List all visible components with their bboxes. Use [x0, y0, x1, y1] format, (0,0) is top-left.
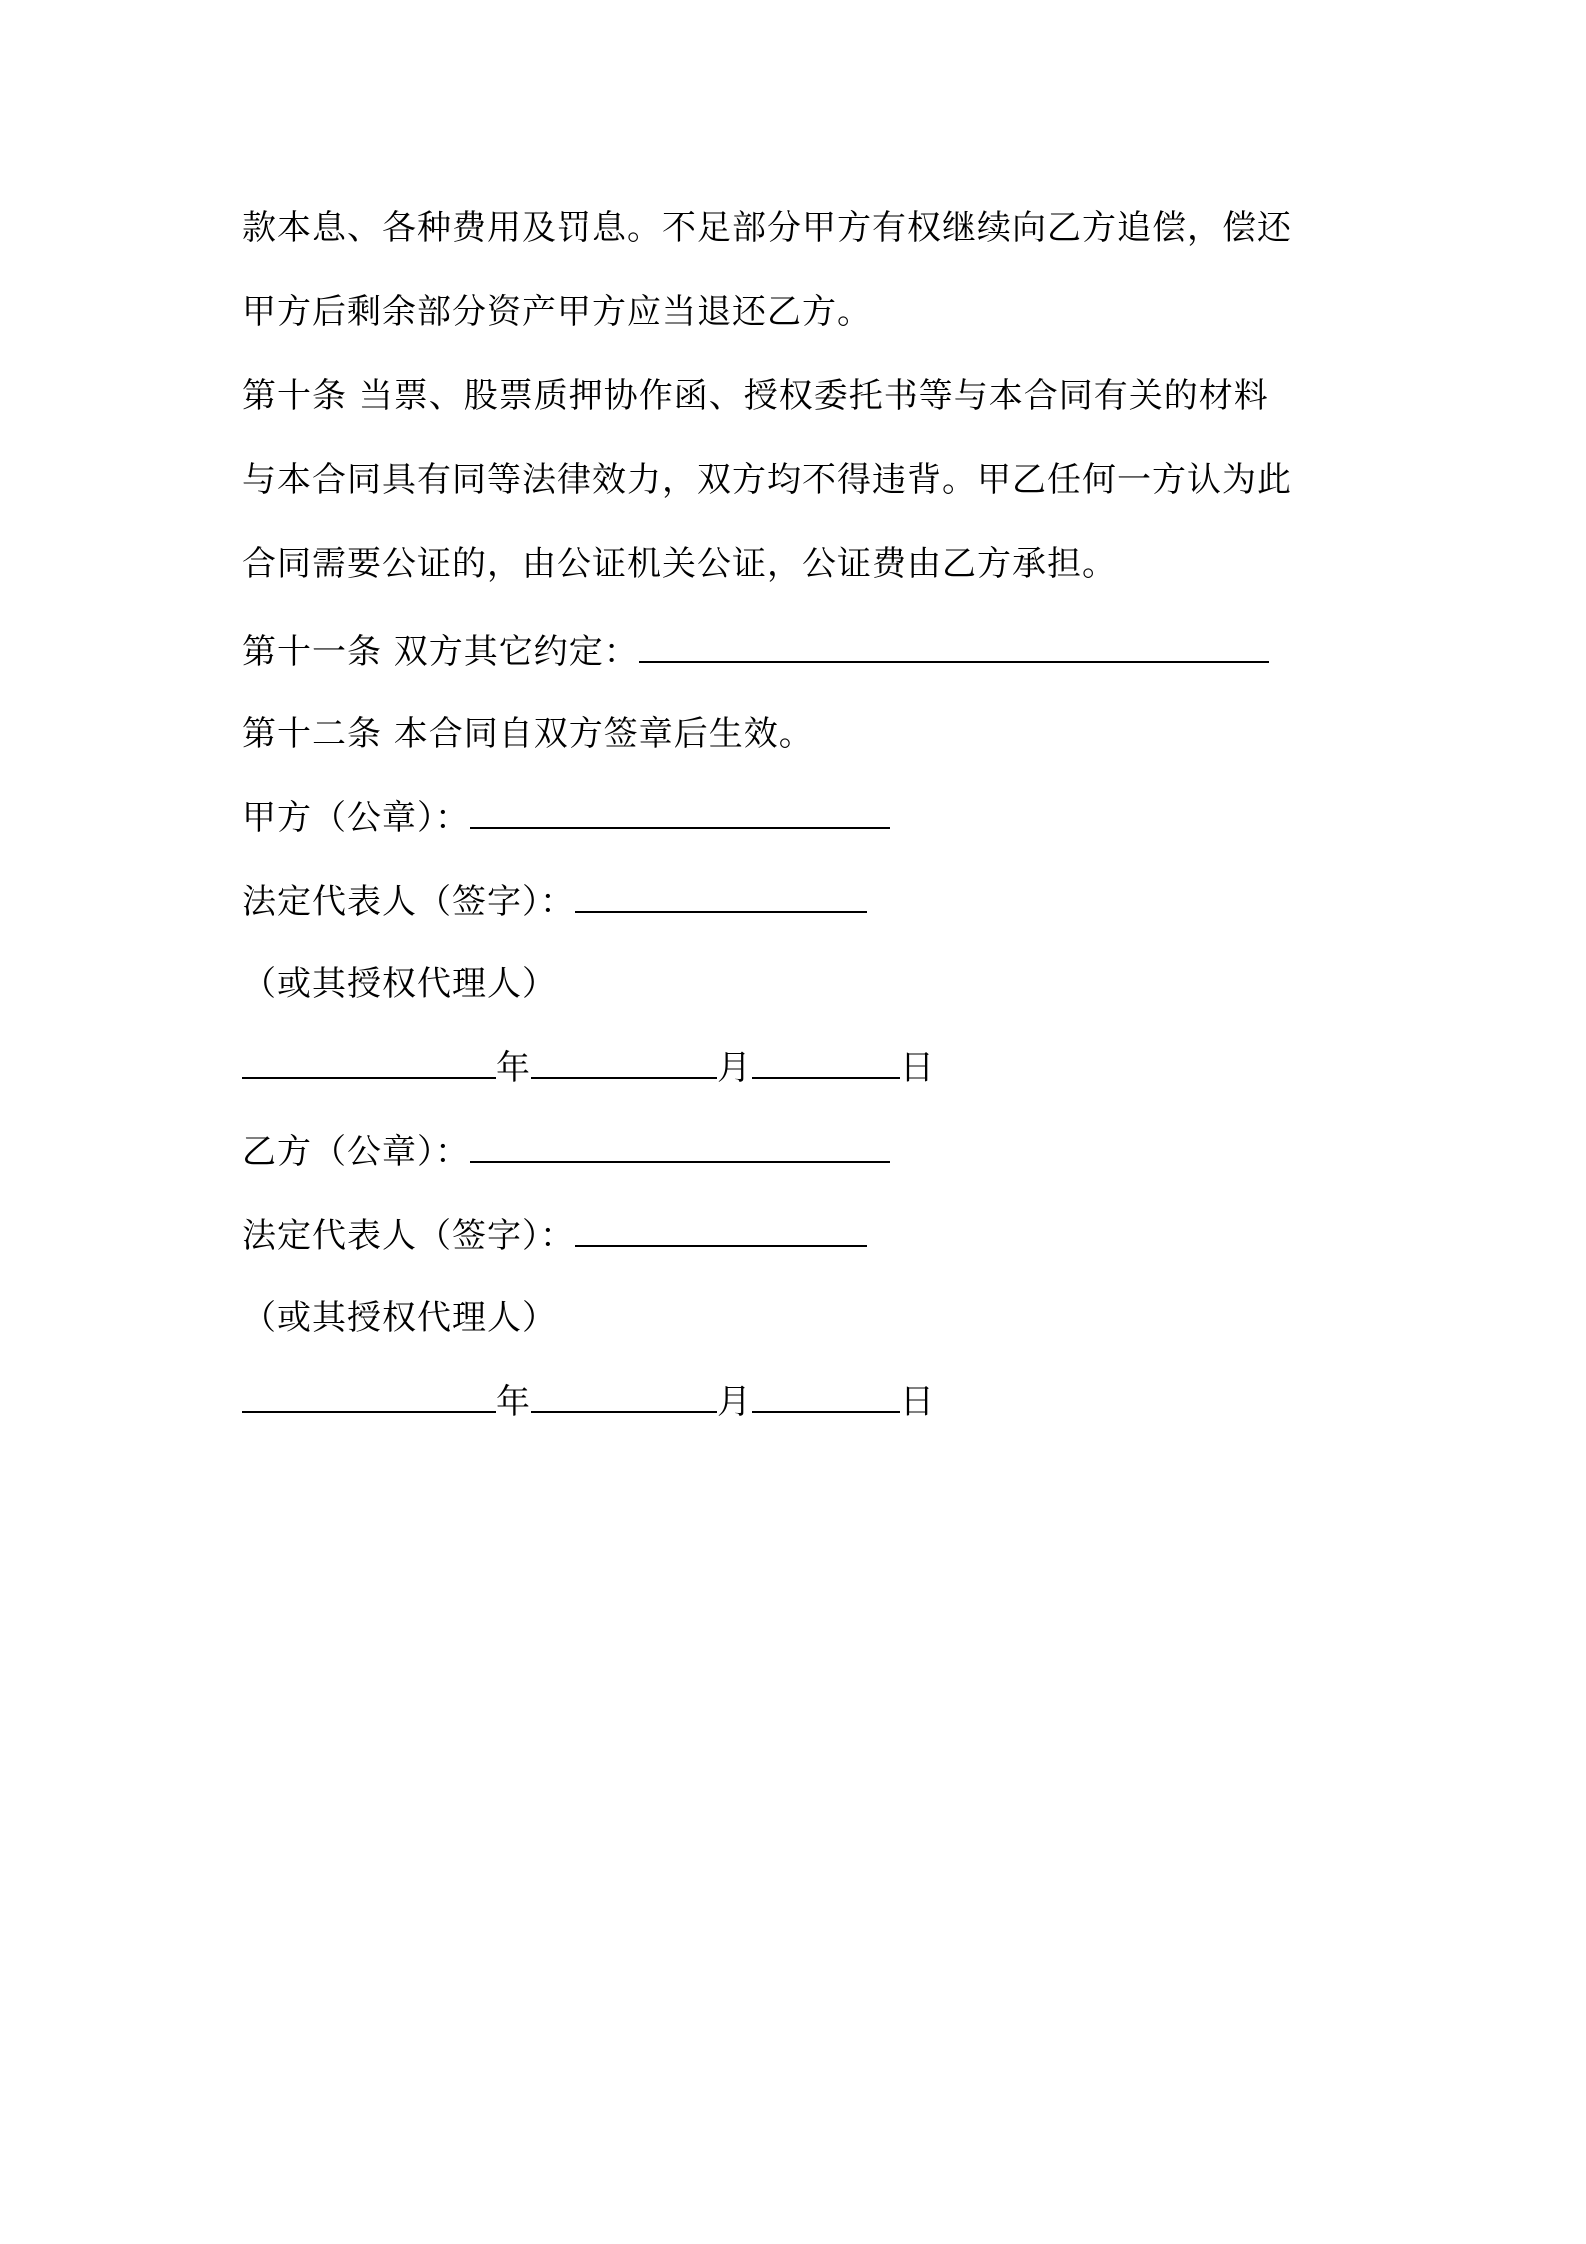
party-a-rep-label: 法定代表人（签字）：: [242, 882, 575, 922]
article-10-line: 第十条 当票、股票质押协作函、授权委托书等与本合同有关的材料: [242, 376, 1269, 416]
year-label: 年: [496, 1048, 531, 1088]
article-10-line: 合同需要公证的，由公证机关公证，公证费由乙方承担。: [242, 544, 1117, 584]
article-12: 第十二条 本合同自双方签章后生效。: [242, 714, 814, 754]
party-b-day-blank[interactable]: [752, 1381, 900, 1413]
year-label: 年: [496, 1382, 531, 1422]
party-b-month-blank[interactable]: [531, 1381, 717, 1413]
article-11: [242, 630, 1269, 674]
party-a-rep-row: [242, 880, 867, 924]
party-b-date-row: [242, 1380, 935, 1424]
day-label: 日: [900, 1048, 935, 1088]
month-label: 月: [717, 1382, 752, 1422]
month-label: 月: [717, 1048, 752, 1088]
article-11-label: 第十一条 双方其它约定：: [242, 632, 639, 672]
party-b-seal-row: [242, 1130, 890, 1174]
party-b-rep-blank[interactable]: [575, 1215, 867, 1247]
party-a-rep-blank[interactable]: [575, 881, 867, 913]
paragraph-line: 甲方后剩余部分资产甲方应当退还乙方。: [242, 292, 872, 332]
party-a-month-blank[interactable]: [531, 1047, 717, 1079]
party-a-date-row: [242, 1046, 935, 1090]
party-a-seal-row: [242, 796, 890, 840]
party-a-day-blank[interactable]: [752, 1047, 900, 1079]
party-b-year-blank[interactable]: [242, 1381, 496, 1413]
party-b-seal-blank[interactable]: [470, 1131, 890, 1163]
party-a-seal-label: 甲方（公章）：: [242, 798, 470, 838]
party-a-agent-note: （或其授权代理人）: [242, 964, 557, 1004]
other-terms-blank[interactable]: [639, 631, 1269, 663]
article-10-line: 与本合同具有同等法律效力，双方均不得违背。甲乙任何一方认为此: [242, 460, 1292, 500]
party-a-year-blank[interactable]: [242, 1047, 496, 1079]
party-b-rep-label: 法定代表人（签字）：: [242, 1216, 575, 1256]
party-b-rep-row: [242, 1214, 867, 1258]
party-a-seal-blank[interactable]: [470, 797, 890, 829]
party-b-seal-label: 乙方（公章）：: [242, 1132, 470, 1172]
paragraph-line: 款本息、各种费用及罚息。不足部分甲方有权继续向乙方追偿，偿还: [242, 208, 1292, 248]
party-b-agent-note: （或其授权代理人）: [242, 1298, 557, 1338]
day-label: 日: [900, 1382, 935, 1422]
